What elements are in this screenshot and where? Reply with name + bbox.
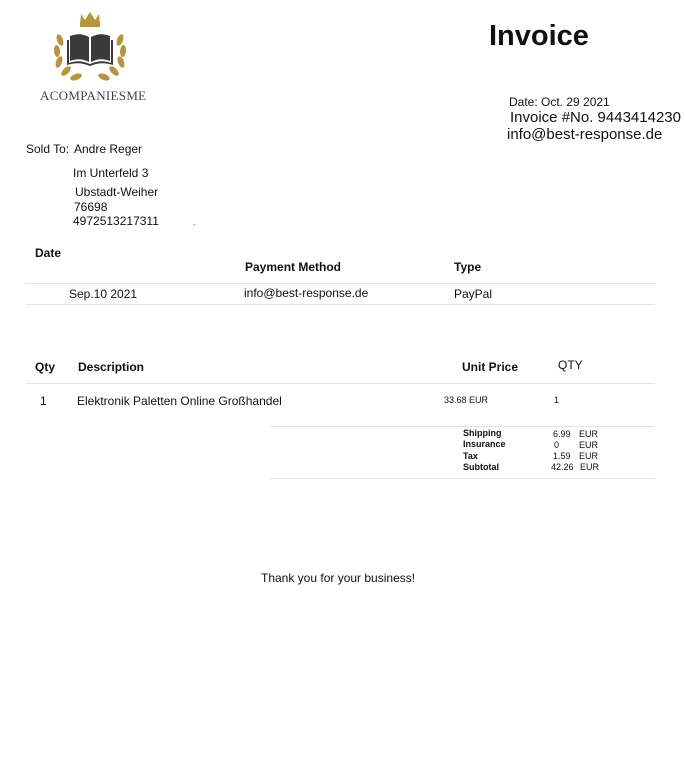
payment-date: Sep.10 2021 — [69, 287, 138, 301]
items-header-unit-price: Unit Price — [462, 360, 519, 374]
items-header-qty2: QTY — [558, 358, 583, 372]
item-qty: 1 — [40, 394, 47, 408]
item-qty2: 1 — [554, 395, 560, 405]
totals-subtotal-value: 42.26 — [551, 462, 574, 472]
payment-table-divider — [26, 283, 655, 284]
company-email: info@best-response.de — [507, 126, 663, 143]
thank-you-note: Thank you for your business! — [261, 571, 416, 585]
customer-phone: 4972513217311 — [73, 214, 159, 228]
payment-header-date: Date — [35, 246, 62, 260]
totals-shipping-label: Shipping — [463, 428, 502, 438]
company-name: ACOMPANIESME — [40, 88, 147, 103]
payment-header-type: Type — [454, 260, 482, 274]
items-table-bottom — [270, 426, 655, 427]
customer-name: Andre Reger — [74, 142, 143, 156]
customer-zip: 76698 — [74, 200, 108, 214]
totals-insurance-label: Insurance — [463, 439, 506, 449]
item-unit-price: 33.68 EUR — [444, 395, 489, 405]
customer-street: Im Unterfeld 3 — [73, 166, 149, 180]
customer-city: Ubstadt-Weiher — [75, 185, 159, 199]
totals-shipping-value: 6.99 — [553, 429, 571, 439]
totals-subtotal-currency: EUR — [580, 462, 600, 472]
item-description: Elektronik Paletten Online Großhandel — [77, 394, 282, 408]
payment-method: info@best-response.de — [244, 286, 369, 300]
totals-tax-label: Tax — [463, 451, 478, 461]
invoice-date: Date: Oct. 29 2021 — [509, 95, 610, 109]
payment-table-bottom — [26, 304, 655, 305]
totals-subtotal-label: Subtotal — [463, 462, 499, 472]
totals-insurance-currency: EUR — [579, 440, 599, 450]
sold-to-label: Sold To: — [26, 142, 70, 156]
invoice-title: Invoice — [489, 20, 589, 52]
book-crown-laurel-icon — [50, 10, 130, 84]
totals-bottom — [270, 478, 655, 479]
invoice-number: Invoice #No. 9443414230 — [510, 109, 681, 126]
totals-insurance-value: 0 — [554, 440, 560, 450]
items-header-description: Description — [78, 360, 145, 374]
payment-header-method: Payment Method — [245, 260, 342, 274]
address-mark: - — [193, 220, 196, 229]
items-table-divider — [26, 383, 655, 384]
totals-shipping-currency: EUR — [579, 429, 599, 439]
totals-tax-value: 1.59 — [553, 451, 571, 461]
payment-type: PayPal — [454, 287, 493, 301]
totals-tax-currency: EUR — [579, 451, 599, 461]
items-header-qty: Qty — [35, 360, 56, 374]
